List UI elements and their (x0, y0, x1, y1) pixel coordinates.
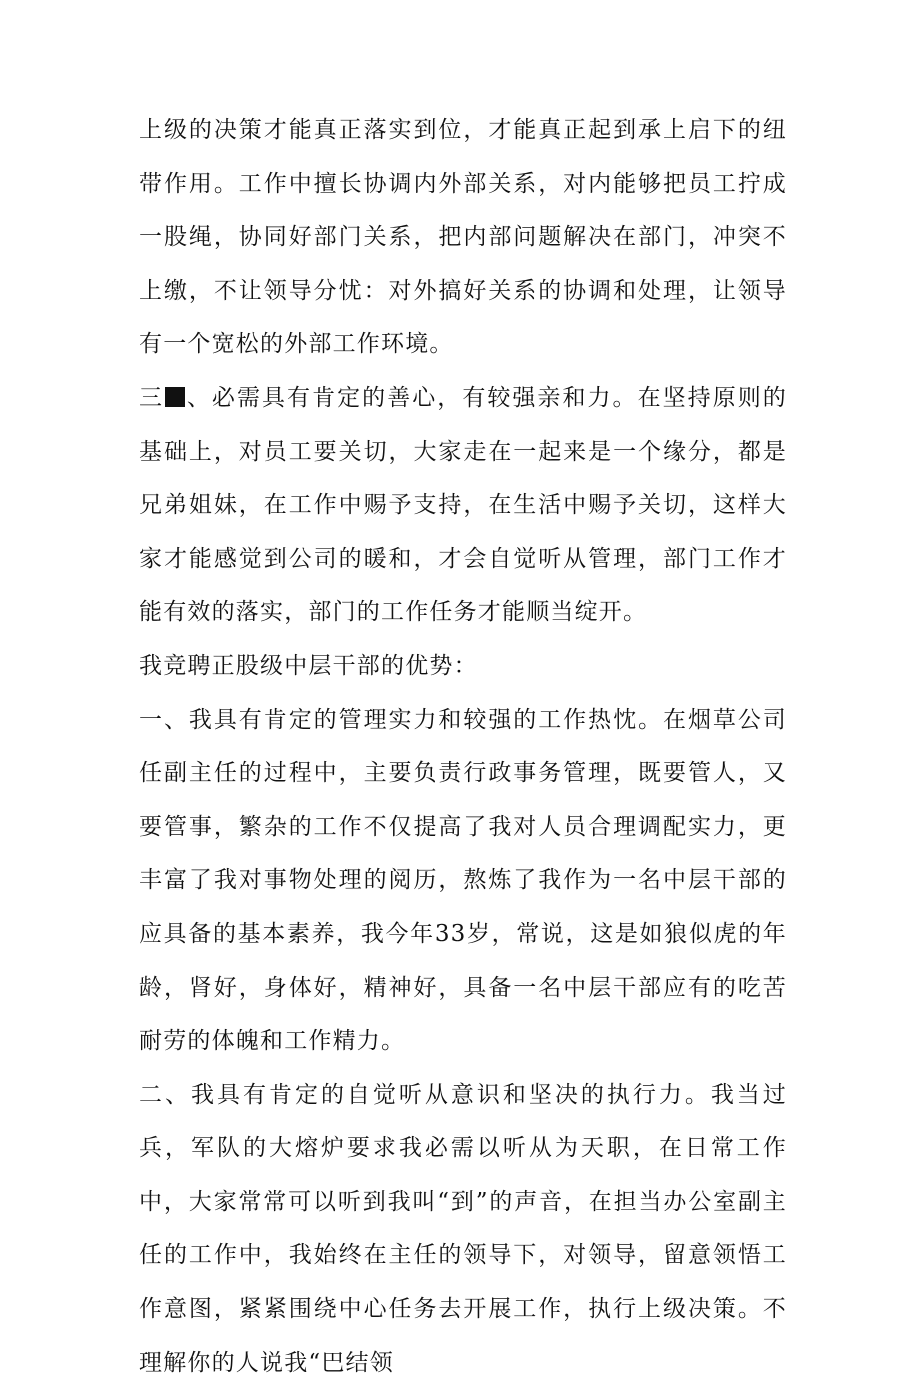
paragraph-4: 一、我具有肯定的管理实力和较强的工作热忱。在烟草公司任副主任的过程中，主要负责行政事务管理，既要管人，又要管事，繁杂的工作不仅提高了我对人员合理调配实力，更丰富了我对事物处理的阅历，熬炼了我作为一名中层干部的应具备的基本素养，我今年33岁，常说，这是如狼似虎的年龄，肾好，身体好，精神好，具备一名中层干部应有的吃苦耐劳的体魄和工作精力。 (139, 706, 787, 1055)
paragraph-5: 二、我具有肯定的自觉听从意识和坚决的执行力。我当过兵，军队的大熔炉要求我必需以听从为天职，在日常工作中，大家常常可以听到我叫“到”的声音，在担当办公室副主任的工作中，我始终在主任的领导下，对领导，留意领悟工作意图，紧紧围绕中心任务去开展工作，执行上级决策。不理解你的人说我“巴结领 (139, 1081, 787, 1376)
paragraph-2-text: 、必需具有肯定的善心，有较强亲和力。在坚持原则的基础上，对员工要关切，大家走在一起来是一个缘分，都是兄弟姐妹，在工作中赐予支持，在生活中赐予关切，这样大家才能感觉到公司的暖和，才会自觉听从管理，部门工作才能有效的落实，部门的工作任务才能顺当绽开。 (139, 384, 787, 626)
paragraph-2-prefix: 三 (139, 384, 165, 411)
document-body (139, 104, 787, 1390)
paragraph-2 (139, 372, 787, 640)
paragraph-3: 我竞聘正股级中层干部的优势： (139, 652, 478, 679)
square-bullet-icon (165, 387, 185, 407)
paragraph-1: 上级的决策才能真正落实到位，才能真正起到承上启下的纽带作用。工作中擅长协调内外部关系，对内能够把员工拧成一股绳，协同好部门关系，把内部问题解决在部门，冲突不上缴，不让领导分忧：对外搞好关系的协调和处理，让领导有一个宽松的外部工作环境。 (139, 117, 787, 358)
